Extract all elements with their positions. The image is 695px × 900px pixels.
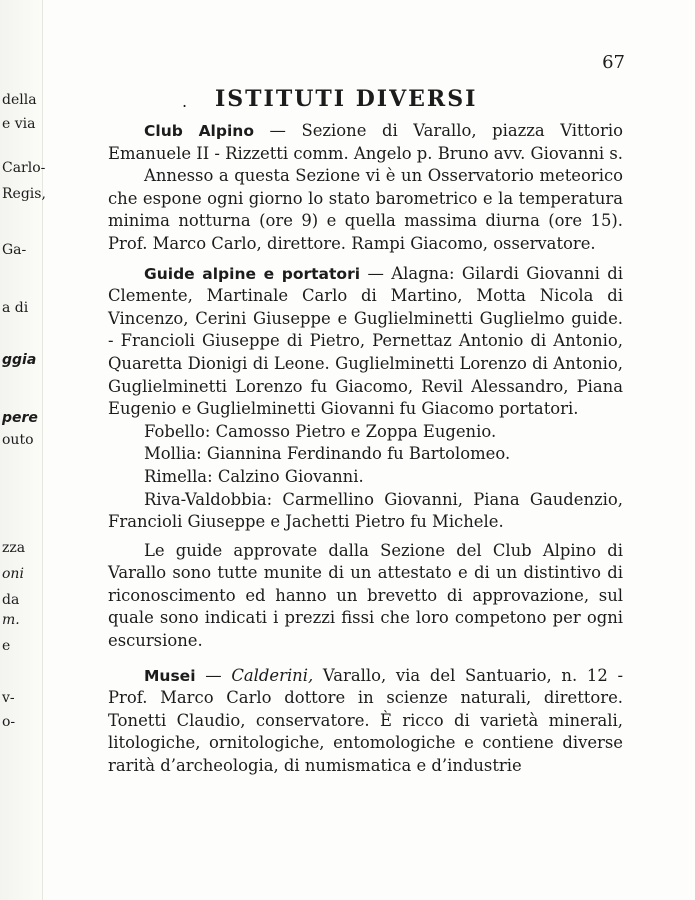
musei-title: Musei — [144, 666, 196, 685]
gutter-text: v- — [2, 690, 15, 706]
club-alpino-text: — Sezione di Varallo, piazza Vittorio Emanuele II - Rizzetti comm. Angelo p. Bruno avv. Giovanni s. — [108, 121, 623, 163]
gutter-text: Carlo- — [2, 160, 46, 176]
musei-text: Varallo, via del Santuario, n. 12 - Prof. Marco Carlo dottore in scienze naturali, direttore. Tonetti Claudio, conservatore. È ricco di varietà minerali, litologiche, ornitologiche, entomologiche e contiene diverse rarità d’archeologia, di numismatica e d’industrie — [108, 665, 624, 776]
musei-entry — [108, 665, 623, 778]
gutter-text: pere — [2, 410, 38, 426]
gutter-text: e — [2, 638, 11, 654]
guide-fobello: Fobello: Camosso Pietro e Zoppa Eugenio. — [144, 421, 497, 441]
gutter-text: o- — [2, 714, 16, 730]
guide-text: — Alagna: Gilardi Giovanni di Clemente, Martinale Carlo di Martino, Motta Nicola di Vincenzo, Cerini Giuseppe e Guglielminetti Guglielmo guide. - Francioli Giuseppe di Pietro, Pernettaz Antonio di Antonio, Quaretta Dionigi di Leone. Guglielminetti Lorenzo di Antonio, Guglielminetti Lorenzo fu Giacomo, Revil Alessandro, Piana Eugenio e Guglielminetti Giovanni fu Giacomo portatori. — [108, 263, 623, 419]
decorative-dot: . — [182, 92, 188, 111]
gutter-text: a di — [2, 300, 29, 316]
guide-rimella: Rimella: Calzino Giovanni. — [144, 466, 364, 486]
gutter-text: e via — [2, 116, 36, 132]
observatory-paragraph: Annesso a questa Sezione vi è un Osservatorio meteorico che espone ogni giorno lo stato barometrico e la temperatura minima notturna (ore 9) e quella massima diurna (ore 15). Prof. Marco Carlo, direttore. Rampi Giacomo, osservatore. — [108, 166, 623, 253]
guide-riva-valdobbia: Riva-Valdobbia: Carmellino Giovanni, Piana Gaudenzio, Francioli Giuseppe e Jachetti Pietro fu Michele. — [108, 489, 623, 532]
page-number: 67 — [602, 52, 625, 73]
gutter-text: m. — [2, 612, 20, 628]
club-alpino-title: Club Alpino — [144, 122, 254, 140]
section-heading: ISTITUTI DIVERSI — [215, 86, 478, 112]
guide-entry — [108, 263, 623, 421]
gutter-text: ggia — [2, 352, 37, 368]
gutter-text: Regis, — [2, 186, 46, 202]
gutter-text: outo — [2, 432, 34, 448]
gutter-text: della — [2, 92, 37, 108]
left-page-margin — [0, 0, 46, 900]
musei-name: Calderini, — [231, 665, 314, 685]
gutter-text: Ga- — [2, 242, 27, 258]
gutter-text: da — [2, 592, 20, 608]
guide-title: Guide alpine e portatori — [144, 264, 361, 283]
club-alpino-entry — [108, 120, 623, 165]
gutter-text: oni — [2, 566, 24, 582]
guide-paragraph: Le guide approvate dalla Sezione del Club Alpino di Varallo sono tutte munite di un attestato e di un distintivo di riconoscimento ed hanno un brevetto di approvazione, sul quale sono indicati i prezzi fissi che loro competono per ogni escursione. — [108, 540, 623, 651]
page-body — [108, 120, 623, 778]
gutter-text: zza — [2, 540, 26, 556]
guide-mollia: Mollia: Giannina Ferdinando fu Bartolomeo. — [144, 444, 511, 464]
musei-dash: — — [195, 665, 232, 685]
